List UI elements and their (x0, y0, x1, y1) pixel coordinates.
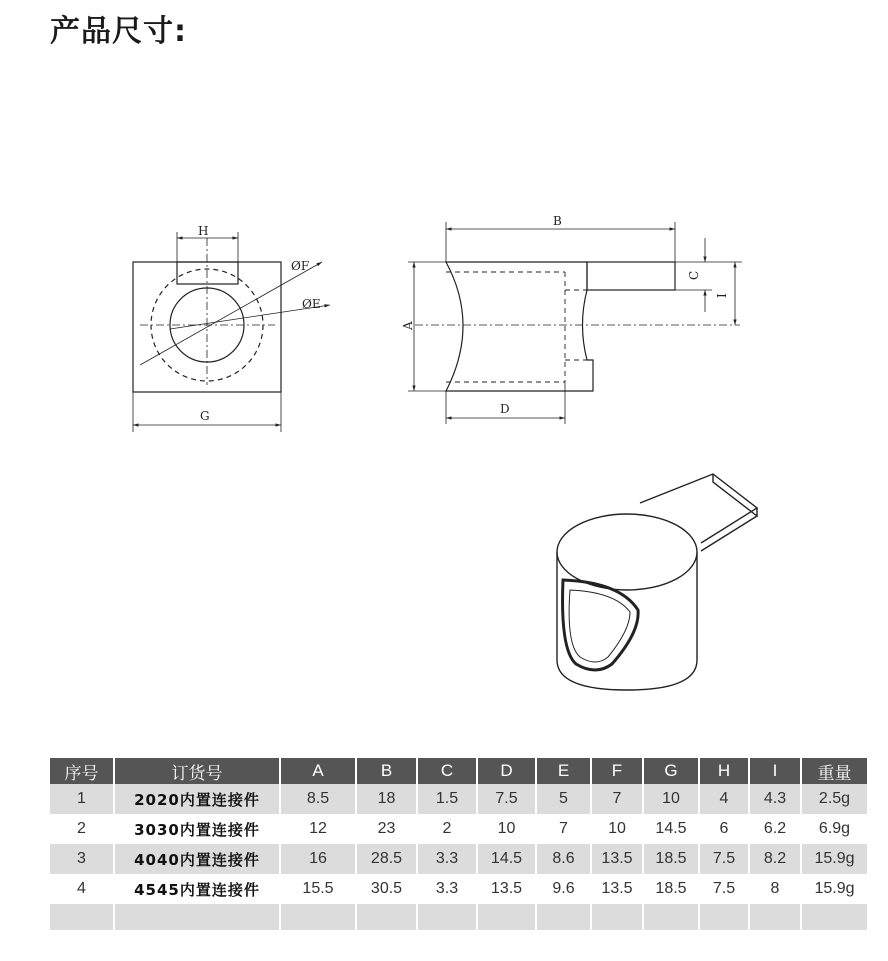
cell-f: 13.5 (591, 874, 643, 904)
cell-b: 18 (356, 784, 417, 814)
header-i: I (749, 758, 801, 784)
cell-e: 7 (536, 814, 591, 844)
cell-e: 5 (536, 784, 591, 814)
side-view (408, 222, 742, 424)
cell-g: 14.5 (643, 814, 699, 844)
dim-label-g: G (200, 409, 210, 423)
dim-label-a: A (401, 321, 415, 330)
cell-d: 14.5 (477, 844, 536, 874)
cell-i: 8 (749, 874, 801, 904)
header-b: B (356, 758, 417, 784)
cell-i: 8.2 (749, 844, 801, 874)
header-weight: 重量 (801, 758, 868, 784)
table-row (50, 814, 868, 844)
dim-label-h: H (198, 224, 209, 238)
cell-h: 7.5 (699, 844, 749, 874)
cell-a: 15.5 (280, 874, 356, 904)
cell-seq: 3 (50, 844, 114, 874)
cell-weight: 15.9g (801, 874, 868, 904)
cell-i: 4.3 (749, 784, 801, 814)
dim-label-i: I (715, 293, 729, 298)
cell-c: 3.3 (417, 844, 477, 874)
cell-weight: 6.9g (801, 814, 868, 844)
cell-e: 9.6 (536, 874, 591, 904)
page-title: 产品尺寸: (50, 14, 187, 49)
cell-seq: 4 (50, 874, 114, 904)
header-order-no: 订货号 (114, 758, 280, 784)
cell-seq: 1 (50, 784, 114, 814)
cell-d: 7.5 (477, 784, 536, 814)
cell-d: 10 (477, 814, 536, 844)
cell-a: 12 (280, 814, 356, 844)
cell-f: 13.5 (591, 844, 643, 874)
cell-g: 18.5 (643, 844, 699, 874)
header-d: D (477, 758, 536, 784)
spec-table (50, 758, 869, 930)
cell-order-no: 4545内置连接件 (114, 874, 280, 904)
cell-order-no: 3030内置连接件 (114, 814, 280, 844)
table-row (50, 844, 868, 874)
cell-h: 4 (699, 784, 749, 814)
header-e: E (536, 758, 591, 784)
cell-b: 28.5 (356, 844, 417, 874)
header-f: F (591, 758, 643, 784)
connector-3d-illustration (557, 474, 757, 690)
dim-label-b: B (553, 214, 562, 228)
dim-label-c: C (687, 270, 701, 280)
cell-g: 10 (643, 784, 699, 814)
cell-b: 23 (356, 814, 417, 844)
cell-e: 8.6 (536, 844, 591, 874)
header-a: A (280, 758, 356, 784)
cell-c: 2 (417, 814, 477, 844)
dim-label-f: ØF (291, 259, 310, 273)
cell-c: 1.5 (417, 784, 477, 814)
table-row-empty (50, 904, 868, 930)
dim-label-d: D (500, 402, 510, 416)
header-c: C (417, 758, 477, 784)
cell-a: 16 (280, 844, 356, 874)
cell-order-no: 2020内置连接件 (114, 784, 280, 814)
header-g: G (643, 758, 699, 784)
cell-f: 10 (591, 814, 643, 844)
cell-g: 18.5 (643, 874, 699, 904)
header-h: H (699, 758, 749, 784)
cell-weight: 2.5g (801, 784, 868, 814)
table-header-row (50, 758, 868, 784)
cell-i: 6.2 (749, 814, 801, 844)
dim-label-e: ØE (302, 297, 321, 311)
cell-c: 3.3 (417, 874, 477, 904)
cell-order-no: 4040内置连接件 (114, 844, 280, 874)
cell-b: 30.5 (356, 874, 417, 904)
table-row (50, 784, 868, 814)
cell-h: 7.5 (699, 874, 749, 904)
table-row (50, 874, 868, 904)
cell-weight: 15.9g (801, 844, 868, 874)
cell-h: 6 (699, 814, 749, 844)
cell-f: 7 (591, 784, 643, 814)
cell-a: 8.5 (280, 784, 356, 814)
cell-seq: 2 (50, 814, 114, 844)
header-seq: 序号 (50, 758, 114, 784)
cell-d: 13.5 (477, 874, 536, 904)
